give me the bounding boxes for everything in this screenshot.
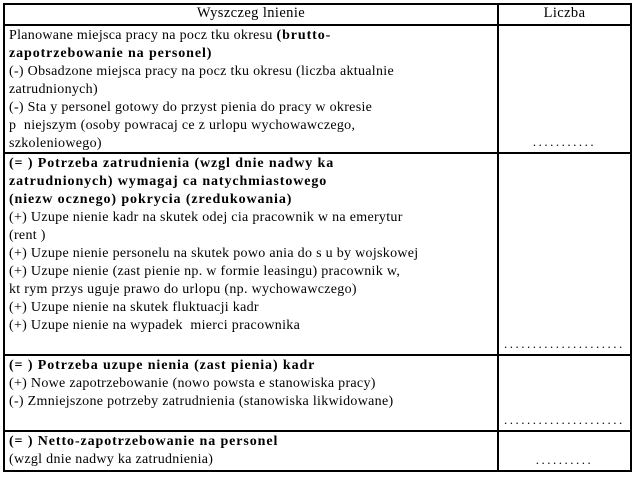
header-specification: Wyszczeg lnienie xyxy=(196,5,306,21)
dots-placeholder[interactable]: ..................... xyxy=(504,412,625,427)
spec-cell xyxy=(5,356,497,430)
text-line: (= ) Potrzeba zatrudnienia (wzgl dnie nadwy ka xyxy=(9,156,335,171)
table-row-gross-demand xyxy=(5,24,630,152)
dots-placeholder[interactable]: .......... xyxy=(535,452,594,467)
text-line: (-) Obsadzone miejsca pracy na pocz tku okresu (liczba aktualnie xyxy=(9,64,394,79)
table-row-net-demand xyxy=(5,430,630,470)
table-header-row xyxy=(5,5,630,24)
text-line: (= ) Netto-zapotrzebowanie na personel xyxy=(9,434,279,449)
header-number: Liczba xyxy=(497,5,630,24)
number-cell xyxy=(497,26,630,152)
text-line: szkoleniowego) xyxy=(9,136,102,151)
text-line: (-) Zmniejszone potrzeby zatrudnienia (stanowiska likwidowane) xyxy=(9,394,394,409)
personnel-demand-table xyxy=(3,3,632,472)
spec-cell xyxy=(5,26,497,152)
text-line: zatrudnionych) wymagaj ca natychmiastowego xyxy=(9,174,328,189)
text-line: (+) Uzupe nienie na wypadek mierci pracownika xyxy=(9,318,301,333)
table-row-replacement-need xyxy=(5,354,630,430)
number-cell xyxy=(497,356,630,430)
text-line: (= ) Potrzeba uzupe nienia (zast pienia) kadr xyxy=(9,358,316,373)
text-line: p niejszym (osoby powracaj ce z urlopu wychowawczego, xyxy=(9,118,356,133)
text-line: (+) Uzupe nienie personelu na skutek powo ania do s u by wojskowej xyxy=(9,246,419,261)
dots-placeholder[interactable]: ........... xyxy=(532,134,597,149)
text-line: (wzgl dnie nadwy ka zatrudnienia) xyxy=(9,452,214,467)
spec-cell xyxy=(5,432,497,470)
number-cell xyxy=(497,432,630,470)
text-line: (+) Uzupe nienie na skutek fluktuacji kadr xyxy=(9,300,259,315)
spec-cell xyxy=(5,154,497,354)
text-line: zatrudnionych) xyxy=(9,82,98,97)
text-line: (+) Uzupe nienie (zast pienie np. w formie leasingu) pracownik w, xyxy=(9,264,401,279)
text-line: (+) Uzupe nienie kadr na skutek odej cia pracownik w na emerytur xyxy=(9,210,403,225)
text-line: (-) Sta y personel gotowy do przyst pienia do pracy w okresie xyxy=(9,100,373,115)
text-line: Planowane miejsca pracy na pocz tku okresu (brutto- xyxy=(9,28,332,43)
text-line: (+) Nowe zapotrzebowanie (nowo powsta e stanowiska pracy) xyxy=(9,376,376,391)
text-line: zapotrzebowanie na personel) xyxy=(9,46,213,61)
number-cell xyxy=(497,154,630,354)
text-line: (niezw ocznego) pokrycia (zredukowania) xyxy=(9,192,293,207)
text-line: (rent ) xyxy=(9,228,46,243)
table-row-immediate-need xyxy=(5,152,630,354)
dots-placeholder[interactable]: ..................... xyxy=(504,336,625,351)
text-line: kt rym przys uguje prawo do urlopu (np. wychowawczego) xyxy=(9,282,357,297)
